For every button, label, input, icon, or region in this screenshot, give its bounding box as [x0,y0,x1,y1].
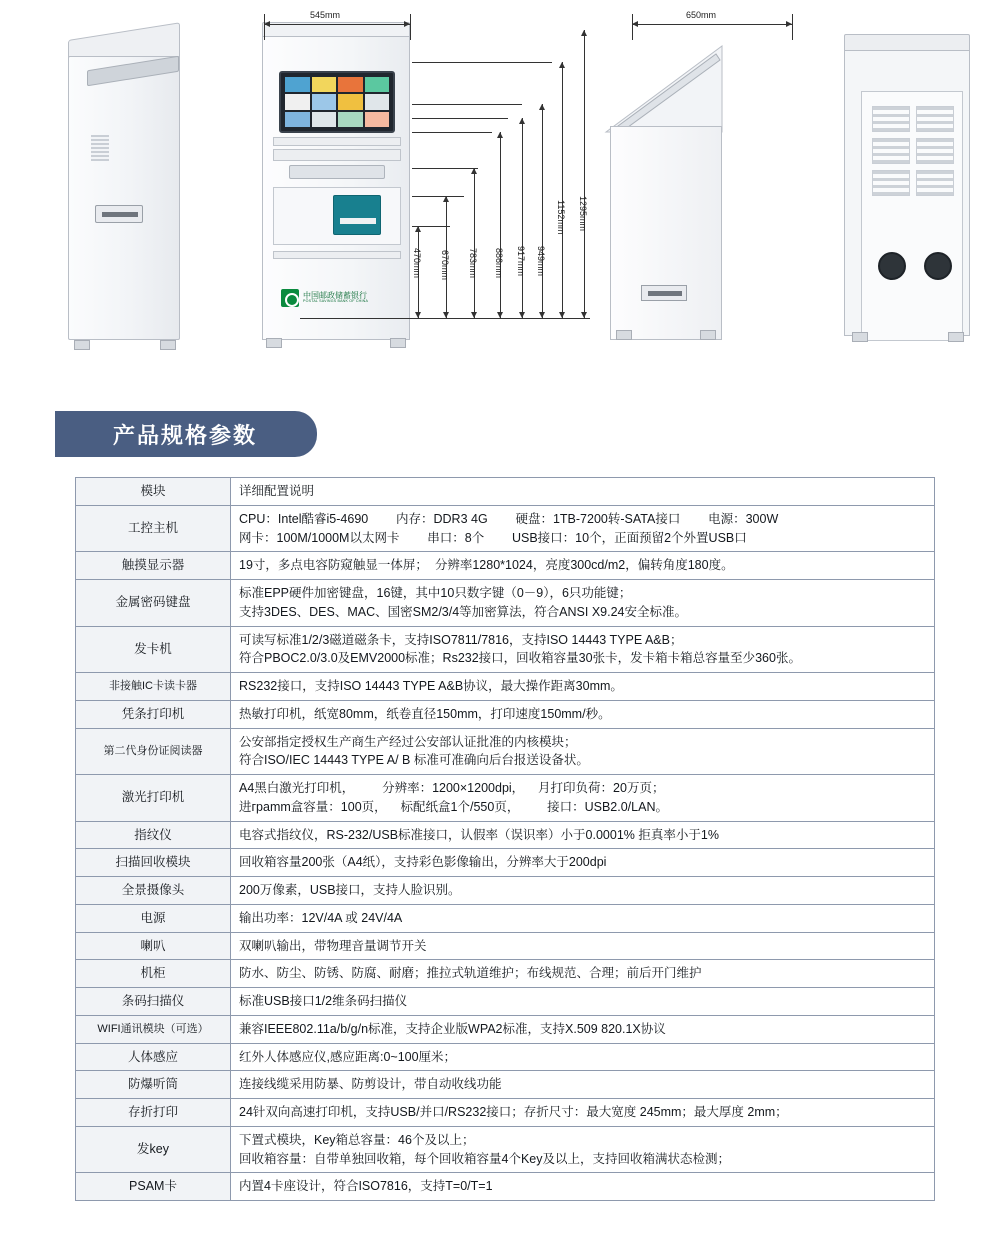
spec-key: 防爆听筒 [76,1071,231,1099]
spec-key: 激光打印机 [76,775,231,822]
spec-value [231,626,935,673]
table-row [76,505,935,552]
spec-value [231,1043,935,1071]
spec-key: 发卡机 [76,626,231,673]
touch-monitor [279,71,395,133]
machine-view-left [60,40,190,340]
kiosk-wedge-top [604,40,724,132]
rear-panel [844,50,970,336]
spec-value [231,775,935,822]
spec-value-line: 兼容IEEE802.11a/b/g/n标准，支持企业版WPA2标准，支持X.509 820.1X协议 [239,1021,666,1036]
spec-table-body [76,478,935,1201]
spec-key: 凭条打印机 [76,700,231,728]
spec-value-line: 下置式模块，Key箱总容量：46个及以上； [239,1132,475,1147]
device-strip-lower [273,251,401,259]
bank-logo-mark-icon [281,289,299,307]
table-row [76,552,935,580]
table-row [76,1071,935,1099]
spec-key: 第二代身份证阅读器 [76,728,231,775]
fan-icon [924,252,952,280]
spec-key: 存折打印 [76,1099,231,1127]
spec-value [231,505,935,552]
table-row [76,1126,935,1173]
table-row [76,728,935,775]
spec-value-line: 电容式指纹仪，RS-232/USB标准接口，认假率（误识率）小于0.0001% 拒真率小于1% [239,827,719,842]
spec-value [231,904,935,932]
header-module: 模块 [76,478,231,506]
header-detail: 详细配置说明 [231,478,935,506]
section-banner [55,411,317,457]
spec-value-line: 24针双向高速打印机，支持USB/并口/RS232接口；存折尺寸：最大宽度 245mm；最大厚度 2mm； [239,1105,788,1119]
table-row [76,700,935,728]
machine-foot [390,338,406,348]
bank-name-cn: 中国邮政储蓄银行 [303,290,367,300]
spec-value-line: 200万像素，USB接口，支持人脸识别。 [239,883,461,897]
spec-key: 发key [76,1126,231,1173]
spec-value [231,1015,935,1043]
spec-key: 工控主机 [76,505,231,552]
spec-value [231,1173,935,1201]
spec-value-line: 热敏打印机，纸宽80mm，纸卷直径150mm，打印速度150mm/秒。 [239,706,611,721]
card-dispenser [333,195,381,235]
spec-value [231,580,935,627]
spec-value-line: CPU：Intel酷睿i5-4690 内存：DDR3 4G 硬盘：1TB-7200转-SATA接口 电源：300W [239,511,779,526]
table-row [76,821,935,849]
spec-key: 扫描回收模块 [76,849,231,877]
machine-foot [700,330,716,340]
spec-value-line: A4黑白激光打印机， 分辨率：1200×1200dpi， 月打印负荷：20万页； [239,781,665,795]
spec-value-line: 支持3DES、DES、MAC、国密SM2/3/4等加密算法，符合ANSI X9.24安全标准。 [239,604,687,619]
machine-view-side [600,30,730,340]
spec-value-line: 标准USB接口1/2维条码扫描仪 [239,994,408,1008]
spec-value-line: 进грamm盒容量：100页， 标配纸盒1个/550页， 接口：USB2.0/LAN。 [239,799,668,814]
spec-value-line: 回收箱容量：自带单独回收箱，每个回收箱容量4个Key及以上，支持回收箱满状态检测； [239,1151,730,1166]
card-slot [641,285,687,301]
vent-grille-icon [91,135,109,161]
spec-key: 机柜 [76,960,231,988]
spec-key: 电源 [76,904,231,932]
spec-value [231,988,935,1016]
bank-logo [281,285,393,311]
table-row [76,626,935,673]
spec-value [231,849,935,877]
spec-value [231,673,935,701]
spec-value [231,932,935,960]
bank-name-en: POSTAL SAVINGS BANK OF CHINA [303,299,369,304]
spec-value-line: 可读写标准1/2/3磁道磁条卡，支持ISO7811/7816，支持ISO 14443 TYPE A&B； [239,632,683,647]
spec-value [231,728,935,775]
spec-table [75,477,935,1201]
table-row [76,932,935,960]
spec-value-line: 19寸，多点电容防窥触显一体屏； 分辨率1280*1024，亮度300cd/m2，偏转角度180度。 [239,558,734,573]
spec-value-line: 双喇叭输出，带物理音量调节开关 [239,938,427,953]
spec-key: 指纹仪 [76,821,231,849]
spec-value [231,877,935,905]
table-row [76,904,935,932]
spec-value-line: 公安部指定授权生产商生产经过公安部认证批准的内核模块； [239,734,577,749]
table-row [76,1099,935,1127]
metal-pinpad [289,165,385,179]
kiosk-side-base [610,126,722,340]
spec-value-line: 防水、防尘、防锈、防腐、耐磨；推拉式轨道维护；布线规范、合理；前后开门维护 [239,966,702,981]
machine-view-front [262,22,422,340]
table-header-row [76,478,935,506]
fan-icon [878,252,906,280]
spec-value-line: 回收箱容量200张（A4纸），支持彩色影像输出，分辨率大于200dpi [239,855,607,870]
spec-value [231,821,935,849]
spec-key: 条码扫描仪 [76,988,231,1016]
spec-key: 非接触IC卡读卡器 [76,673,231,701]
spec-value [231,700,935,728]
device-strip-mid [273,149,401,161]
spec-key: 全景摄像头 [76,877,231,905]
spec-value-line: 符合ISO/IEC 14443 TYPE A/ B 标准可准确向后台报送设备状。 [239,753,589,768]
machine-foot [852,332,868,342]
spec-key: 喇叭 [76,932,231,960]
spec-key: WIFI通讯模块（可选） [76,1015,231,1043]
spec-value-line: 网卡：100M/1000M以太网卡 串口：8个 USB接口：10个，正面预留2个外置USB口 [239,530,747,545]
machine-foot [266,338,282,348]
rear-door [861,91,963,341]
spec-value-line: 连接线缆采用防暴、防剪设计，带自动收线功能 [239,1077,502,1092]
spec-value-line: 标准EPP硬件加密键盘，16键，其中10只数字键（0－9），6只功能键； [239,586,632,600]
monitor-ui-grid [285,77,389,127]
spec-value [231,1071,935,1099]
rear-vent-grilles-icon [872,106,954,196]
wedge-shape-icon [604,40,724,136]
spec-value [231,1099,935,1127]
spec-value-line: RS232接口，支持ISO 14443 TYPE A&B协议，最大操作距离30mm。 [239,679,623,693]
spec-key: 人体感应 [76,1043,231,1071]
kiosk-cabinet [262,36,410,340]
table-row [76,849,935,877]
spec-value [231,552,935,580]
kiosk-body [68,56,180,340]
spec-value [231,1126,935,1173]
spec-key: 触摸显示器 [76,552,231,580]
spec-value [231,960,935,988]
spec-value-line: 输出功率：12V/4A 或 24V/4A [239,910,403,925]
spec-key: PSAM卡 [76,1173,231,1201]
table-row [76,960,935,988]
section-title: 产品规格参数 [113,422,258,448]
spec-value-line: 符合PBOC2.0/3.0及EMV2000标准；Rs232接口，回收箱容量30张卡，发卡箱卡箱总容量至少360张。 [239,651,801,666]
product-technical-drawing: 中国邮政储蓄银行 POSTAL SAVINGS BANK OF CHINA 545mm 650mm 470mm 670mm 783mm 886mm 917mm 949mm 1152mm 1295mm [0,0,1000,368]
kiosk-screen-band [87,56,179,87]
table-row [76,580,935,627]
table-row [76,1173,935,1201]
table-row [76,673,935,701]
machine-foot [74,340,90,350]
table-row [76,775,935,822]
spec-value-line: 红外人体感应仪,感应距离:0~100厘米； [239,1049,457,1064]
table-row [76,988,935,1016]
spec-value-line: 内置4卡座设计，符合ISO7816，支持T=0/T=1 [239,1179,493,1194]
table-row [76,1043,935,1071]
machine-foot [616,330,632,340]
machine-foot [160,340,176,350]
machine-view-rear [840,28,975,340]
device-strip-upper [273,137,401,146]
card-slot [95,205,143,223]
spec-key: 金属密码键盘 [76,580,231,627]
machine-foot [948,332,964,342]
table-row [76,1015,935,1043]
table-row [76,877,935,905]
